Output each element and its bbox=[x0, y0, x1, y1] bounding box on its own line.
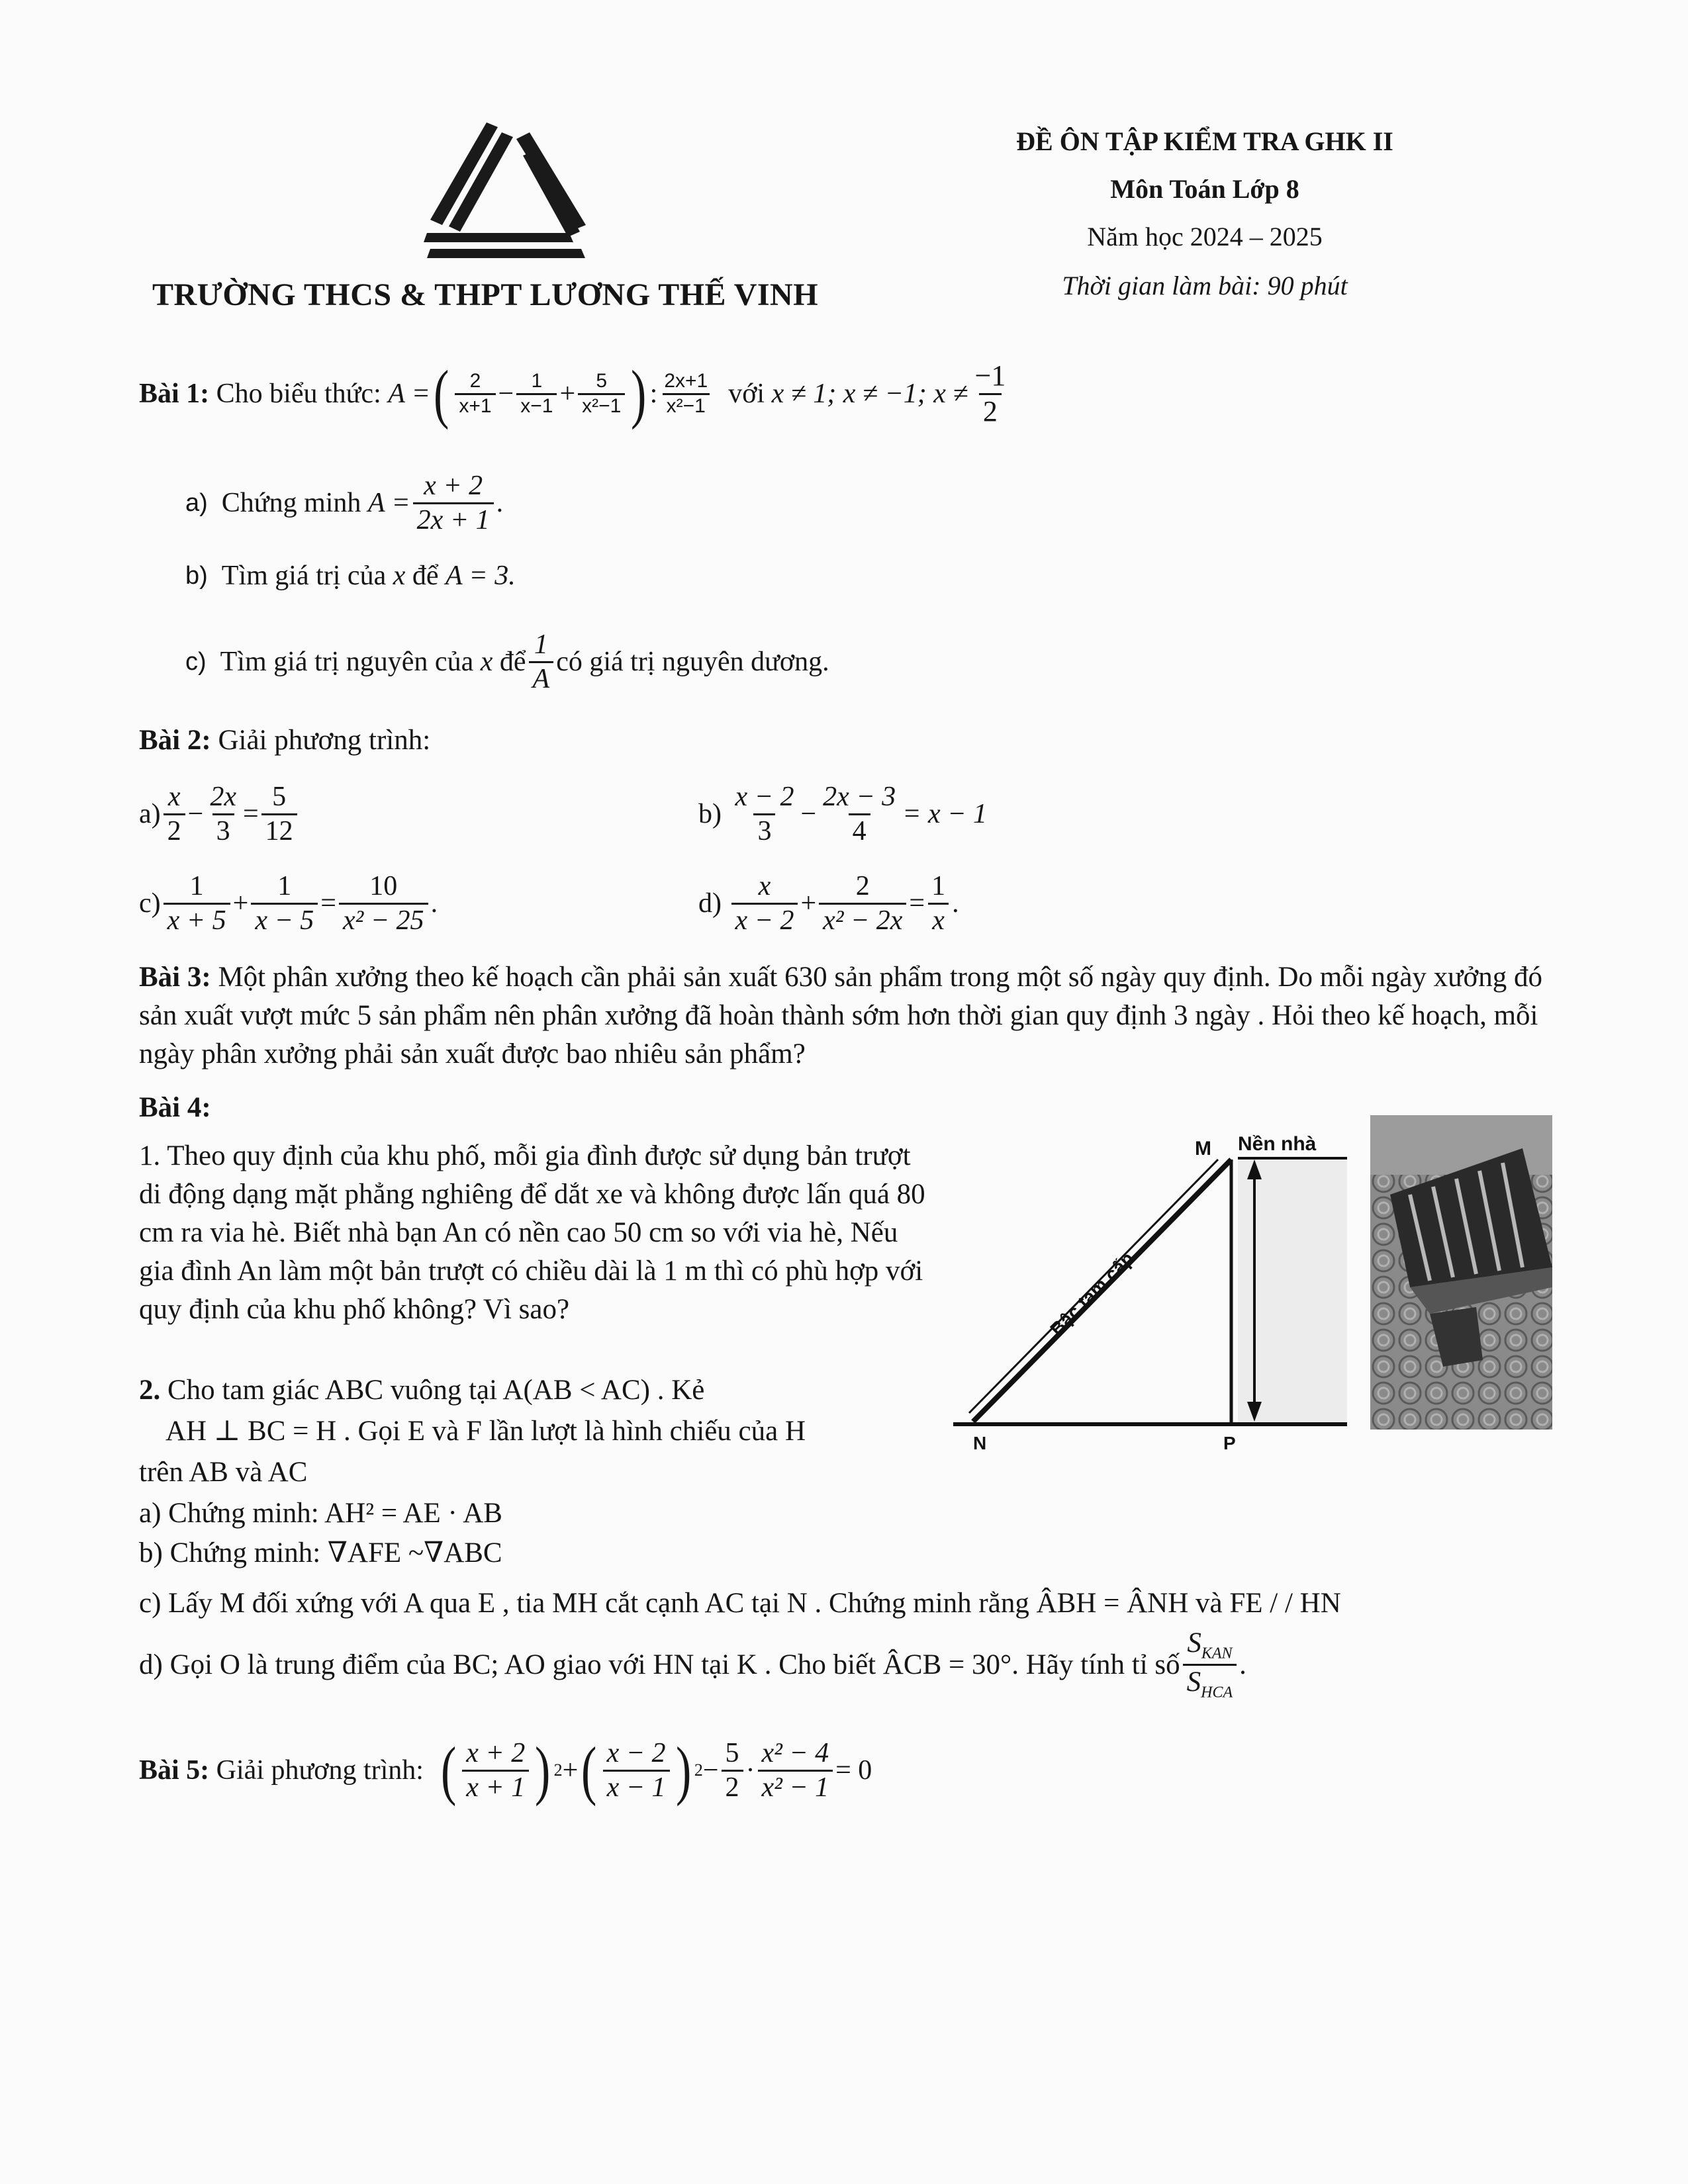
bai1-cond-prefix: với bbox=[728, 379, 765, 409]
school-name: TRƯỜNG THCS & THPT LƯƠNG THẾ VINH bbox=[152, 277, 819, 312]
duration: Thời gian làm bài: 90 phút bbox=[1062, 271, 1348, 300]
school-logo bbox=[424, 119, 589, 261]
bai1-intro: Cho biểu thức: bbox=[216, 379, 381, 409]
school-year: Năm học 2024 – 2025 bbox=[1087, 222, 1323, 251]
bai5-line: Bài 5: Giải phương trình: ( $\frac{x + 2}{x + 1}$ ) 2 + ( $\frac{x - 2}{x - 1}$ ) 2 − $\frac{5}{2}$ · $\frac{\text{x² − 4}}{\text{x² − 1}}$ = 0 bbox=[139, 1733, 872, 1807]
bai1-condition: x ≠ 1; x ≠ −1; x ≠ bbox=[771, 379, 968, 409]
bai1-a-label: a) bbox=[185, 488, 208, 517]
bai3-paragraph bbox=[139, 958, 1569, 1073]
bai4-p1: 1. Theo quy định của khu phố, mỗi gia đình được sử dụng bản trượt di động dạng mặt phẳng nghiêng để dắt xe và không được lấn quá 80 cm ra via hè. Biết nhà bạn An có nền cao 50 cm so với via hè, Nếu gia đình An làm một bản trượt có chiều dài là 1 m thì có phù hợp với quy định của khu phố không? Vì sao? bbox=[139, 1140, 925, 1325]
bai2-a-label: a) bbox=[139, 799, 161, 829]
bai2-label: Bài 2: bbox=[139, 725, 211, 756]
bai1-b-eq: A = 3. bbox=[445, 561, 516, 591]
label-M: M bbox=[1195, 1138, 1211, 1160]
bai3-text: Một phân xưởng theo kế hoạch cần phải sản xuất 630 sản phẩm trong một số ngày quy định. Do mỗi ngày xưởng đó sản xuất vượt mức 5 sản phẩm nên phân xưởng đã hoàn thành sớm hơn thời gian quy định 3 ngày . Hỏi theo kế hoạch, mỗi ngày phân xưởng phải sản xuất được bao nhiêu sản phẩm? bbox=[139, 962, 1542, 1069]
bai4-label: Bài 4: bbox=[139, 1092, 211, 1123]
bai1-b-text: Tìm giá trị của bbox=[221, 561, 387, 591]
bai2-b: b) $\frac{x - 2}{3}$ − $\frac{2x - 3}{4}$ = x − 1 bbox=[698, 782, 987, 846]
bai1-c-end: có giá trị nguyên dương. bbox=[556, 647, 829, 677]
bai4-p2-line3: trên AB và AC bbox=[139, 1457, 308, 1488]
bai4-d-prefix: d) Gọi O là trung điểm của BC; AO giao với HN tại K . Cho biết ÂCB = 30°. Hãy tính tỉ số bbox=[139, 1649, 1180, 1680]
bai2-c-label: c) bbox=[139, 888, 161, 919]
bai4-b: b) Chứng minh: ∇AFE ~∇ABC bbox=[139, 1537, 502, 1569]
bai2-c: c) $\frac{1}{x + 5}$ + $\frac{1}{x - 5}$ = $\frac{10}{\text{x² − 25}}$ . bbox=[139, 871, 438, 936]
bai3-label: Bài 3: bbox=[139, 962, 211, 993]
bai1-b: b) Tìm giá trị của x để A = 3. bbox=[185, 561, 516, 591]
bai1-line: Bài 1: Cho biểu thức: A = ( $\frac{2}{x+1}$ − $\frac{1}{x-1}$ + $\frac{5}{\text{x²−1}}$ ) : $\frac{2x+1}{\text{x²−1}}$ với x ≠ 1; x ≠ −1; x ≠ $\frac{-1}{2}$ bbox=[139, 357, 1006, 430]
bai1-c-label: c) bbox=[185, 647, 207, 676]
bai4-p2 bbox=[139, 1371, 704, 1410]
bai1-c-text: Tìm giá trị nguyên của bbox=[220, 647, 474, 677]
bai4-p2-num: 2. bbox=[139, 1375, 161, 1406]
bai1-b-mid: để bbox=[412, 561, 439, 591]
subject: Môn Toán Lớp 8 bbox=[1110, 174, 1299, 204]
ramp-photo bbox=[1370, 1115, 1552, 1430]
bai2-b-label: b) bbox=[698, 799, 722, 829]
bai1-c: c) Tìm giá trị nguyên của x để $\frac{1}{A}$ có giá trị nguyên dương. bbox=[185, 629, 829, 694]
label-N: N bbox=[973, 1433, 987, 1453]
bai4-a: a) Chứng minh: AH² = AE · AB bbox=[139, 1498, 502, 1529]
bai2-d: d) $\frac{x}{x - 2}$ + $\frac{2}{\text{x² − 2x}}$ = $\frac{1}{x}$ . bbox=[698, 871, 959, 936]
bai4-p2-line2: AH ⊥ BC = H . Gọi E và F lần lượt là hình chiếu của H bbox=[165, 1416, 806, 1447]
label-ramp: Bậc tam cấp bbox=[1046, 1248, 1138, 1340]
bai1-a: a) Chứng minh A = $\frac{x + 2}{2x + 1}$ . bbox=[185, 471, 504, 535]
bai2-a: a) $\frac{x}{2}$ − $\frac{2x}{3}$ = $\frac{5}{12}$ bbox=[139, 774, 300, 854]
ramp-diagram bbox=[953, 1118, 1350, 1456]
bai5-title: Giải phương trình: bbox=[216, 1755, 424, 1786]
bai2-heading bbox=[139, 721, 430, 760]
exam-title: ĐỀ ÔN TẬP KIỂM TRA GHK II bbox=[1016, 126, 1393, 156]
bai5-label: Bài 5: bbox=[139, 1755, 210, 1786]
bai1-c-mid: để bbox=[499, 647, 526, 677]
label-nen-nha: Nền nhà bbox=[1238, 1133, 1317, 1155]
bai2-d-label: d) bbox=[698, 888, 722, 919]
bai1-b-label: b) bbox=[185, 561, 208, 590]
bai4-d: d) Gọi O là trung điểm của BC; AO giao với HN tại K . Cho biết ÂCB = 30°. Hãy tính tỉ số $\frac{S_{KAN}}{S_{HCA}}$ . bbox=[139, 1627, 1246, 1702]
bai1-expr: A = bbox=[388, 379, 430, 409]
bai4-p2-line1: Cho tam giác ABC vuông tại A(AB < AC) . Kẻ bbox=[167, 1375, 705, 1406]
bai4-c: c) Lấy M đối xứng với A qua E , tia MH cắt cạnh AC tại N . Chứng minh rằng ÂBH = ÂNH và FE / / HN bbox=[139, 1588, 1341, 1619]
bai1-label: Bài 1: bbox=[139, 379, 210, 409]
bai1-a-text: Chứng minh bbox=[221, 488, 361, 518]
bai2-title: Giải phương trình: bbox=[218, 725, 431, 756]
label-P: P bbox=[1223, 1433, 1236, 1453]
